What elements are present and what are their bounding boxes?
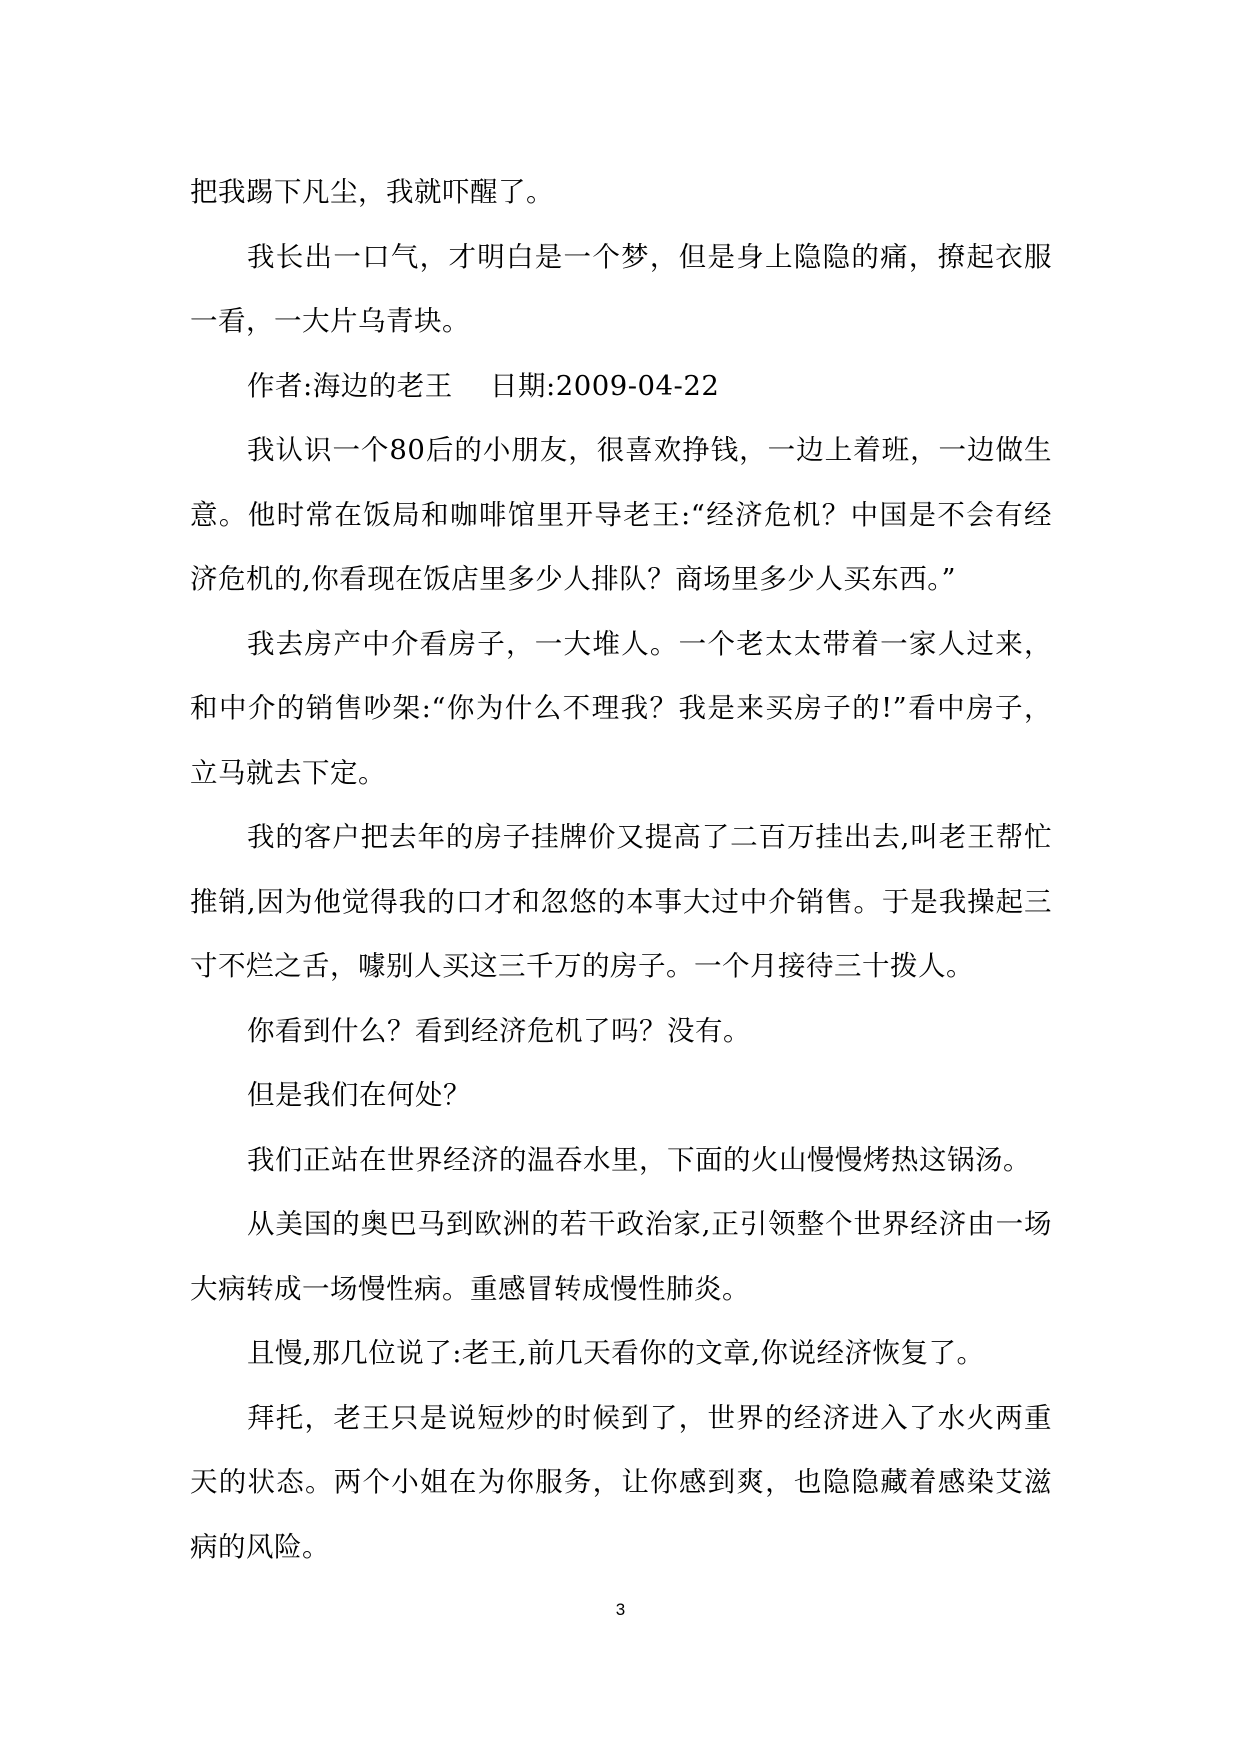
page-number: 3 (615, 1600, 626, 1619)
paragraph: 我长出一口气，才明白是一个梦，但是身上隐隐的痛，撩起衣服一看，一大片乌青块。 (190, 240, 1052, 337)
paragraph: 我认识一个80后的小朋友，很喜欢挣钱，一边上着班，一边做生意。他时常在饭局和咖啡馆里开导老王:“经济危机？中国是不会有经济危机的,你看现在饭店里多少人排队？商场里多少人买东西。” (190, 434, 1052, 595)
author-date-line: 作者:海边的老王 日期:2009-04-22 (247, 369, 720, 402)
body-text (190, 160, 1052, 1579)
paragraph: 我去房产中介看房子，一大堆人。一个老太太带着一家人过来，和中介的销售吵架:“你为什么不理我？我是来买房子的!”看中房子，立马就去下定。 (190, 627, 1052, 789)
paragraph: 但是我们在何处？ (247, 1079, 471, 1111)
paragraph: 拜托，老王只是说短炒的时候到了，世界的经济进入了水火两重天的状态。两个小姐在为你服务，让你感到爽，也隐隐藏着感染艾滋病的风险。 (190, 1401, 1052, 1563)
paragraph: 把我踢下凡尘，我就吓醒了。 (190, 176, 554, 208)
paragraph: 我的客户把去年的房子挂牌价又提高了二百万挂出去,叫老王帮忙推销,因为他觉得我的口才和忽悠的本事大过中介销售。于是我操起三寸不烂之舌，噱别人买这三千万的房子。一个月接待三十拨人。 (190, 821, 1052, 982)
paragraph: 我们正站在世界经济的温吞水里，下面的火山慢慢烤热这锅汤。 (247, 1143, 1031, 1176)
paragraph: 且慢,那几位说了:老王,前几天看你的文章,你说经济恢复了。 (247, 1337, 985, 1369)
paragraph: 从美国的奥巴马到欧洲的若干政治家,正引领整个世界经济由一场大病转成一场慢性病。重感冒转成慢性肺炎。 (190, 1208, 1052, 1305)
paragraph: 你看到什么？看到经济危机了吗？没有。 (247, 1014, 751, 1047)
